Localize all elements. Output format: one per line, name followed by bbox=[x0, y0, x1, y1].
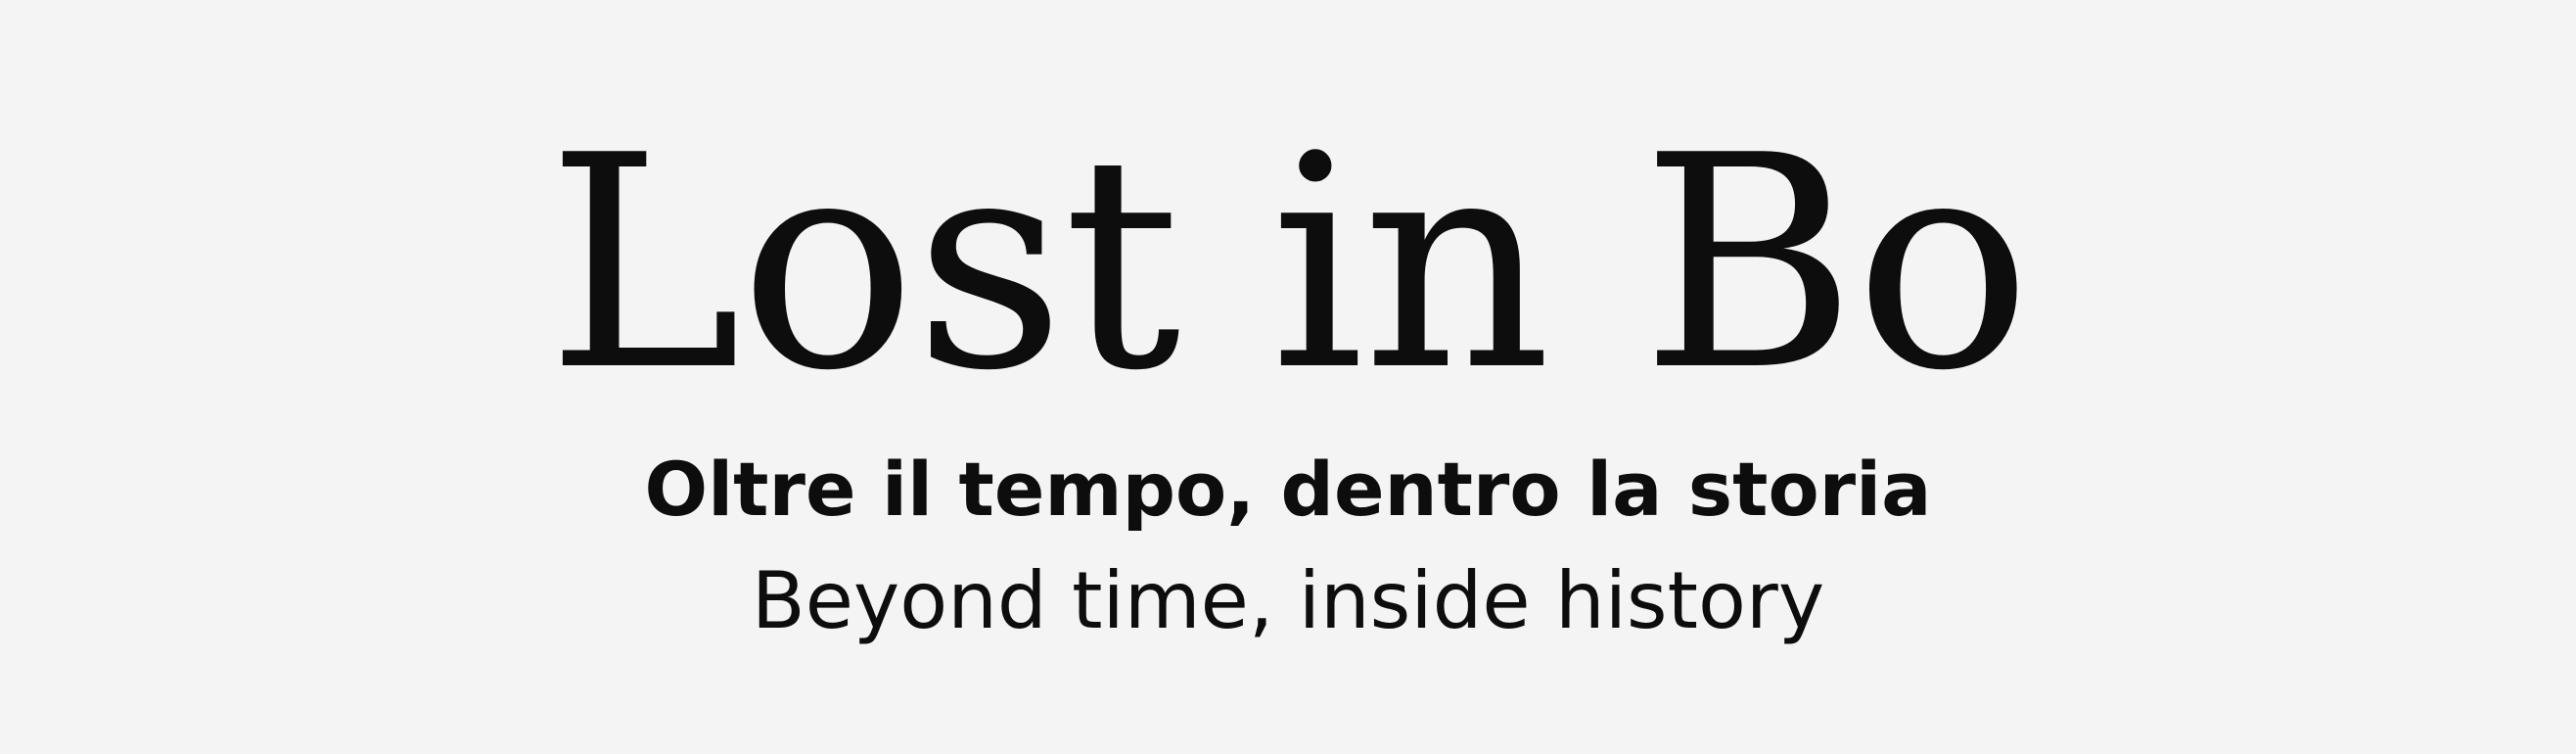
tagline-english: Beyond time, inside history bbox=[751, 555, 1825, 646]
tagline-italian: Oltre il tempo, dentro la storia bbox=[644, 446, 1932, 533]
site-title: Lost in Bo bbox=[546, 93, 2030, 435]
